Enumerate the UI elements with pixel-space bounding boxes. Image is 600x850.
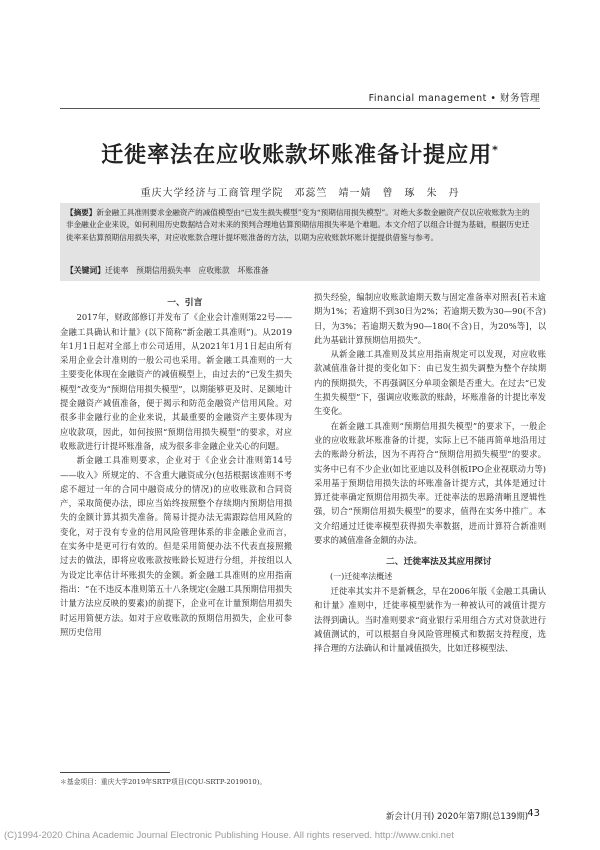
paragraph: 在新金融工具准则“预期信用损失模型”的要求下，一般企业的应收账款坏账准备的计提，实际上已不能再简单地沿用过去的账龄分析法，因为不再符合“预期信用损失模型”的要求。实务中已有不少企业(如比亚迪以及科创板IPO企业视联动力等)采用基于预期信用损失法的坏账准备计提方式，其体是通过计算迁徙率确定预期信用损失率。迁徙率法的思路清晰且逻辑性强，切合“预期信用损失模型”的要求，值得在实务中推广。本文介绍通过迁徙率模型获得损失率数据，进而计算符合新准则要求的减值准备金额的办法。 [314, 420, 546, 546]
journal-footer: 新会计(月刊) 2020年第7期(总139期) [385, 811, 528, 821]
left-column [60, 296, 292, 639]
right-column [314, 290, 546, 655]
subsection-heading: (一)迁徙率法概述 [330, 571, 393, 581]
keywords [66, 265, 536, 277]
paragraph: 从新金融工具准则及其应用指南规定可以发现，对应收账款减值准备计提的变化如下：由已发生损失调整为整个存续期内的预期损失，不再强调区分单项金额是否重大。在过去“已发生损失模型”下，强调应收账款的账龄，坏账准备的计提比率发生变化。 [314, 349, 546, 417]
paragraph: 迁徙率其实并不是新概念，早在2006年版《金融工具确认和计量》准则中，迁徙率模型就作为一种被认可的减值计提方法得到确认。当时准则要求“商业银行采用组合方式对贷款进行减值测试的，可以根据自身风险管理模式和数据支持程度，选择合理的方法确认和计量减值损失，比如迁移模型法、 [314, 585, 546, 654]
keywords-text: 迁徙率 预期信用损失率 应收账款 坏账准备 [104, 266, 269, 275]
abstract [66, 207, 536, 244]
footnote-rule [60, 772, 170, 773]
author-affiliation: 重庆大学经济与工商管理学院 邓蕊竺 靖一婧 曾 琢 朱 丹 [140, 188, 460, 199]
article-title [60, 138, 540, 169]
abstract-text: 新金融工具准则要求金融资产的减值模型由“已发生损失模型”变为“预期信用损失模型”。对绝大多数金融资产仅以应收账款为主的非金融业企业来说，如何利用历史数据结合对未来的预判合理地估算预期信用损失率是个难题。本文介绍了以组合计提为基础，根据历史迁徙率来估算预期信用损失率，对应收账款合理计提坏账准备的方法，以期为应收账款坏账计提提供借鉴与参考。 [66, 208, 530, 242]
section-heading-method: 二、迁徙率法及其应用探讨 [386, 557, 492, 568]
page-number: 43 [527, 808, 540, 819]
header-rule [60, 108, 540, 109]
section-label: Financial management • 财务管理 [368, 93, 540, 104]
title-text: 迁徙率法在应收账款坏账准备计提应用 [101, 143, 493, 168]
abstract-label: 【摘要】 [66, 208, 97, 217]
copyright-watermark: (C)1994-2020 China Academic Journal Electronic Publishing House. All rights reserved. http://www.cnki.net [4, 830, 454, 841]
paragraph: 2017年，财政部修订并发布了《企业会计准则第22号——金融工具确认和计量》(以下简称“新金融工具准则”)。从2019年1月1日起对全部上市公司适用，从2021年1月1日起由所有采用企业会计准则的一般公司也采用。新金融工具准则的一大主要变化体现在金融资产的减值模型上，由过去的“已发生损失模型”改变为“预期信用损失模型”，以期能够更及时、足额地计提金融资产减值准备，便于揭示和防范金融资产信用风险。对很多非金融行业的企业来说，其最重要的金融资产主要体现为应收款项，因此，如何按照“预期信用损失模型”的要求，对应收账款进行计提坏账准备，成为很多非金融企业关心的问题。 [60, 312, 292, 451]
section-heading-intro: 一、引言 [167, 298, 203, 308]
title-footnote-mark: * [492, 143, 499, 157]
footnote: ＊基金项目：重庆大学2019年SRTP项目(CQU-SRTP-2019010)。 [60, 778, 267, 786]
paragraph: 损失经验，编制应收账款逾期天数与固定准备率对照表[若未逾期为1%；若逾期不到30日为2%；若逾期天数为30—90(不含)日，为3%；若逾期天数为90—180(不含)日，为20%等]，以此为基础计算预期信用损失”。 [314, 292, 546, 345]
paragraph: 新金融工具准则要求，企业对于《企业会计准则第14号——收入》所规定的、不含重大融资成分(包括根据该准则不考虑不超过一年的合同中融资成分的情况)的应收账款和合同资产，采取简便办法，即应当始终按照整个存续期内预期信用损失的金额计算其损失准备。简易计提办法无需跟踪信用风险的变化，对于没有专业的信用风险管理体系的非金融企业而言，在实务中是更可行有效的。但是采用简便办法不代表直接照搬过去的做法，即将应收账款按账龄长短进行分组，并按组以人为设定比率估计坏账损失的金额。新金融工具准则的应用指南指出：“在不违反本准则第五十八条规定(金融工具预期信用损失计量方法应反映的要素)的前提下，企业可在计量预期信用损失时运用简便方法。如对于应收账款的预期信用损失，企业可参照历史信用 [60, 455, 292, 637]
keywords-label: 【关键词】 [66, 266, 105, 275]
